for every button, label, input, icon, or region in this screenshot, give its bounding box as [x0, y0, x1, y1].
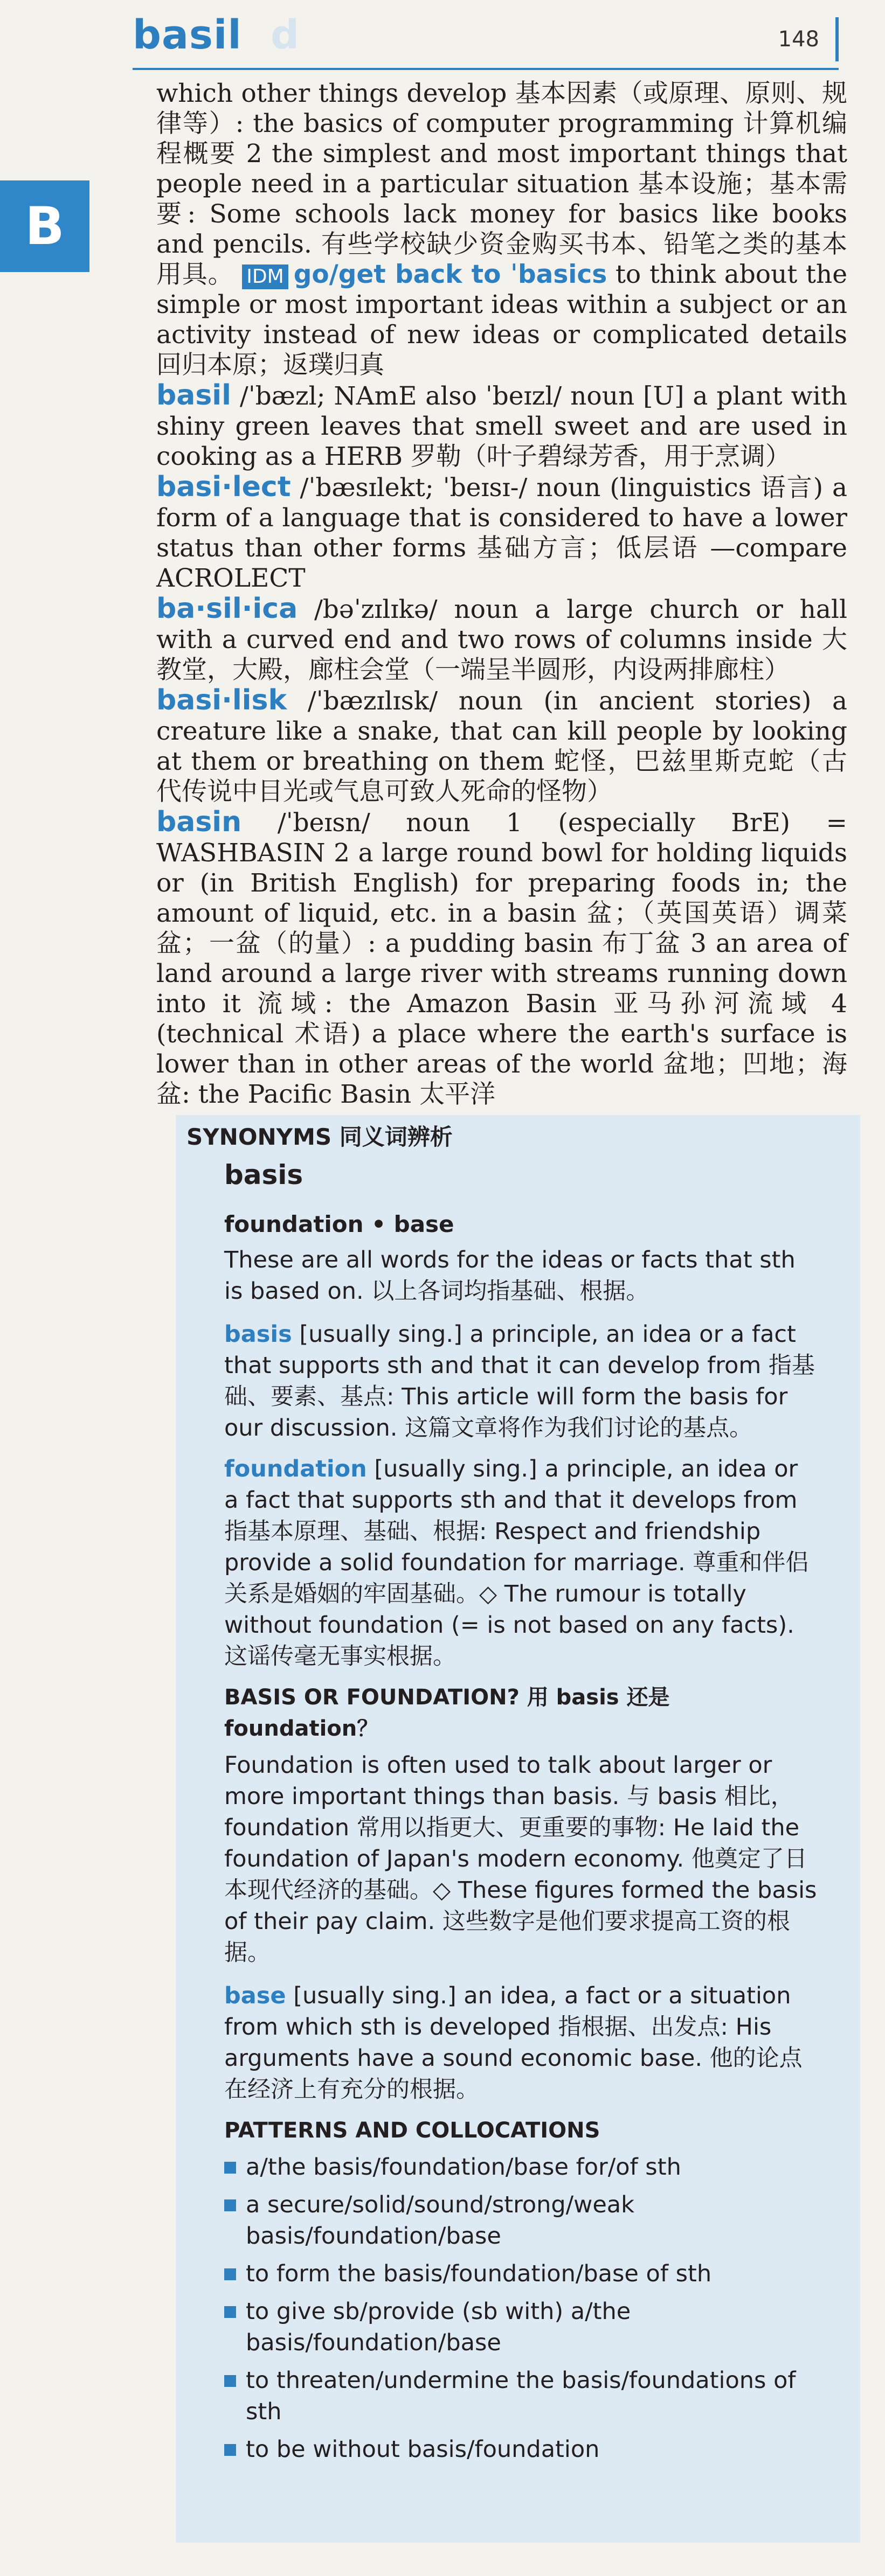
- header-rule: [133, 68, 839, 70]
- entry-continuation: [156, 79, 847, 380]
- headword: basi·lisk: [156, 684, 287, 716]
- pattern-text: to give sb/provide (sb with) a/the basis/foundation/base: [246, 2298, 631, 2356]
- guide-word: basil: [133, 12, 242, 58]
- idiom-phrase: go/get back to ˈbasics: [293, 260, 607, 289]
- headword: basi·lect: [156, 471, 291, 503]
- synonyms-title: SYNONYMS 同义词辨析: [186, 1124, 453, 1150]
- entry-basin: [156, 807, 847, 1110]
- headword: basil: [156, 379, 231, 412]
- pattern-text: a secure/solid/sound/strong/weak basis/foundation/base: [246, 2191, 635, 2250]
- bullet-icon: [224, 2162, 236, 2174]
- page-number: 148: [778, 27, 819, 52]
- synonyms-content: [224, 1159, 817, 2471]
- letter-tab: B: [0, 180, 89, 272]
- synonym-item-basis: [224, 1319, 817, 1444]
- guide-word-ghost: d: [271, 12, 299, 58]
- headword: ba·sil·ica: [156, 593, 298, 625]
- synonym-text: [usually sing.] a principle, an idea or a fact that supports sth and that it develops from 指基本原理、基础、根据: Respect and friendship provide a solid foundation for marriage. 尊重和伴侣关系是婚姻的牢固基础。◇ The rumour is totally without foundation (= is not based on any facts). 这谣传毫无事实根据。: [224, 1456, 809, 1670]
- pattern-item: [224, 2296, 817, 2358]
- pattern-item: [224, 2189, 817, 2252]
- entry-body: /ˈbeɪsn/ noun 1 (especially BrE) = WASHBASIN 2 a large round bowl for holding liquids or (in British English) for preparing foods in; the amount of liquid, etc. in a basin 盆；（英国英语）调菜盆；一盆（的量）: a pudding basin 布丁盆 3 an area of land around a large river with streams running down into it 流域: the Amazon Basin 亚马孙河流域 4 (technical 术语) a place where the earth's surface is lower than in other areas of the world 盆地；凹地；海盆: the Pacific Basin 太平洋: [156, 808, 847, 1109]
- synonym-word: base: [224, 1982, 286, 2009]
- entries-column: [156, 79, 847, 1110]
- header-right-bar: [835, 17, 839, 61]
- entry-body: /ˈbæzɪlɪsk/ noun (in ancient stories) a creature like a snake, that can kill people by looking at them or breathing on them 蛇怪，巴兹里斯克蛇（古代传说中目光或气息可致人死命的怪物）: [156, 686, 847, 806]
- pattern-text: to threaten/undermine the basis/foundations of sth: [246, 2367, 796, 2425]
- bullet-icon: [224, 2306, 236, 2318]
- page-header: [133, 12, 844, 71]
- synonyms-box: [176, 1115, 860, 2543]
- entry-basil: [156, 380, 847, 472]
- headword: basin: [156, 806, 242, 838]
- entry-body: /ˈbæzl; NAmE also ˈbeɪzl/ noun [U] a plant with shiny green leaves that smell sweet and are used in cooking as a HERB 罗勒（叶子碧绿芳香，用于烹调）: [156, 381, 847, 471]
- bullet-icon: [224, 2199, 236, 2211]
- question-text: Foundation is often used to talk about larger or more important things than basis. 与 basis 相比，foundation 常用以指更大、更重要的事物: He laid the foundation of Japan's modern economy. 他奠定了日本现代经济的基础。◇ These figures formed the basis of their pay claim. 这些数字是他们要求提高工资的根据。: [224, 1752, 817, 1966]
- patterns-heading: PATTERNS AND COLLOCATIONS: [224, 2118, 600, 2143]
- synonyms-heading: foundation • base: [224, 1211, 454, 1237]
- synonym-word: basis: [224, 1321, 292, 1348]
- idiom-text: to think about the simple or most important ideas within a subject or an activity instead of new ideas or complicated details 回归本原；返璞归真: [156, 260, 848, 380]
- question-heading: BASIS OR FOUNDATION? 用 basis 还是 foundation？: [224, 1685, 670, 1741]
- pattern-item: [224, 2365, 817, 2427]
- synonym-item-base: [224, 1980, 817, 2105]
- pattern-item: [224, 2258, 817, 2289]
- bullet-icon: [224, 2444, 236, 2456]
- pattern-item: [224, 2434, 817, 2465]
- bullet-icon: [224, 2375, 236, 2387]
- idm-label: IDM: [242, 264, 288, 289]
- pattern-item: [224, 2152, 817, 2183]
- synonym-text: [usually sing.] an idea, a fact or a situation from which sth is developed 指根据、出发点: His arguments have a sound economic base. 他的论点在经济上有充分的根据。: [224, 1982, 803, 2103]
- bullet-icon: [224, 2268, 236, 2280]
- synonyms-word: basis: [224, 1159, 303, 1190]
- synonym-word: foundation: [224, 1456, 367, 1482]
- entry-body: /bəˈzɪlɪkə/ noun a large church or hall with a curved end and two rows of columns inside 大教堂，大殿，廊柱会堂（一端呈半圆形，内设两排廊柱）: [156, 595, 847, 685]
- synonyms-intro: These are all words for the ideas or facts that sth is based on. 以上各词均指基础、根据。: [224, 1247, 796, 1305]
- synonym-item-foundation: [224, 1453, 817, 1672]
- entry-body: /ˈbæsɪlekt; ˈbeɪsɪ-/ noun (linguistics 语言) a form of a language that is considered to have a lower status than other forms 基础方言；低层语 —compare ACROLECT: [156, 473, 847, 593]
- pattern-text: to be without basis/foundation: [246, 2436, 600, 2463]
- pattern-text: to form the basis/foundation/base of sth: [246, 2260, 712, 2287]
- entry-basilica: [156, 594, 847, 685]
- entry-text: which other things develop 基本因素（或原理、原则、规律等）: the basics of computer programming 计算机编程概要 2 the simplest and most important things that people need in a particular situation 基本设施；基本需要: Some schools lack money for basics like books and pencils. 有些学校缺少资金购买书本、铅笔之类的基本用具。: [156, 79, 847, 289]
- entry-basilect: [156, 472, 847, 594]
- pattern-text: a/the basis/foundation/base for/of sth: [246, 2154, 681, 2181]
- entry-basilisk: [156, 685, 847, 807]
- synonym-text: [usually sing.] a principle, an idea or a fact that supports sth and that it can develop from 指基础、要素、基点: This article will form the basis for our discussion. 这篇文章将作为我们讨论的基点。: [224, 1321, 815, 1442]
